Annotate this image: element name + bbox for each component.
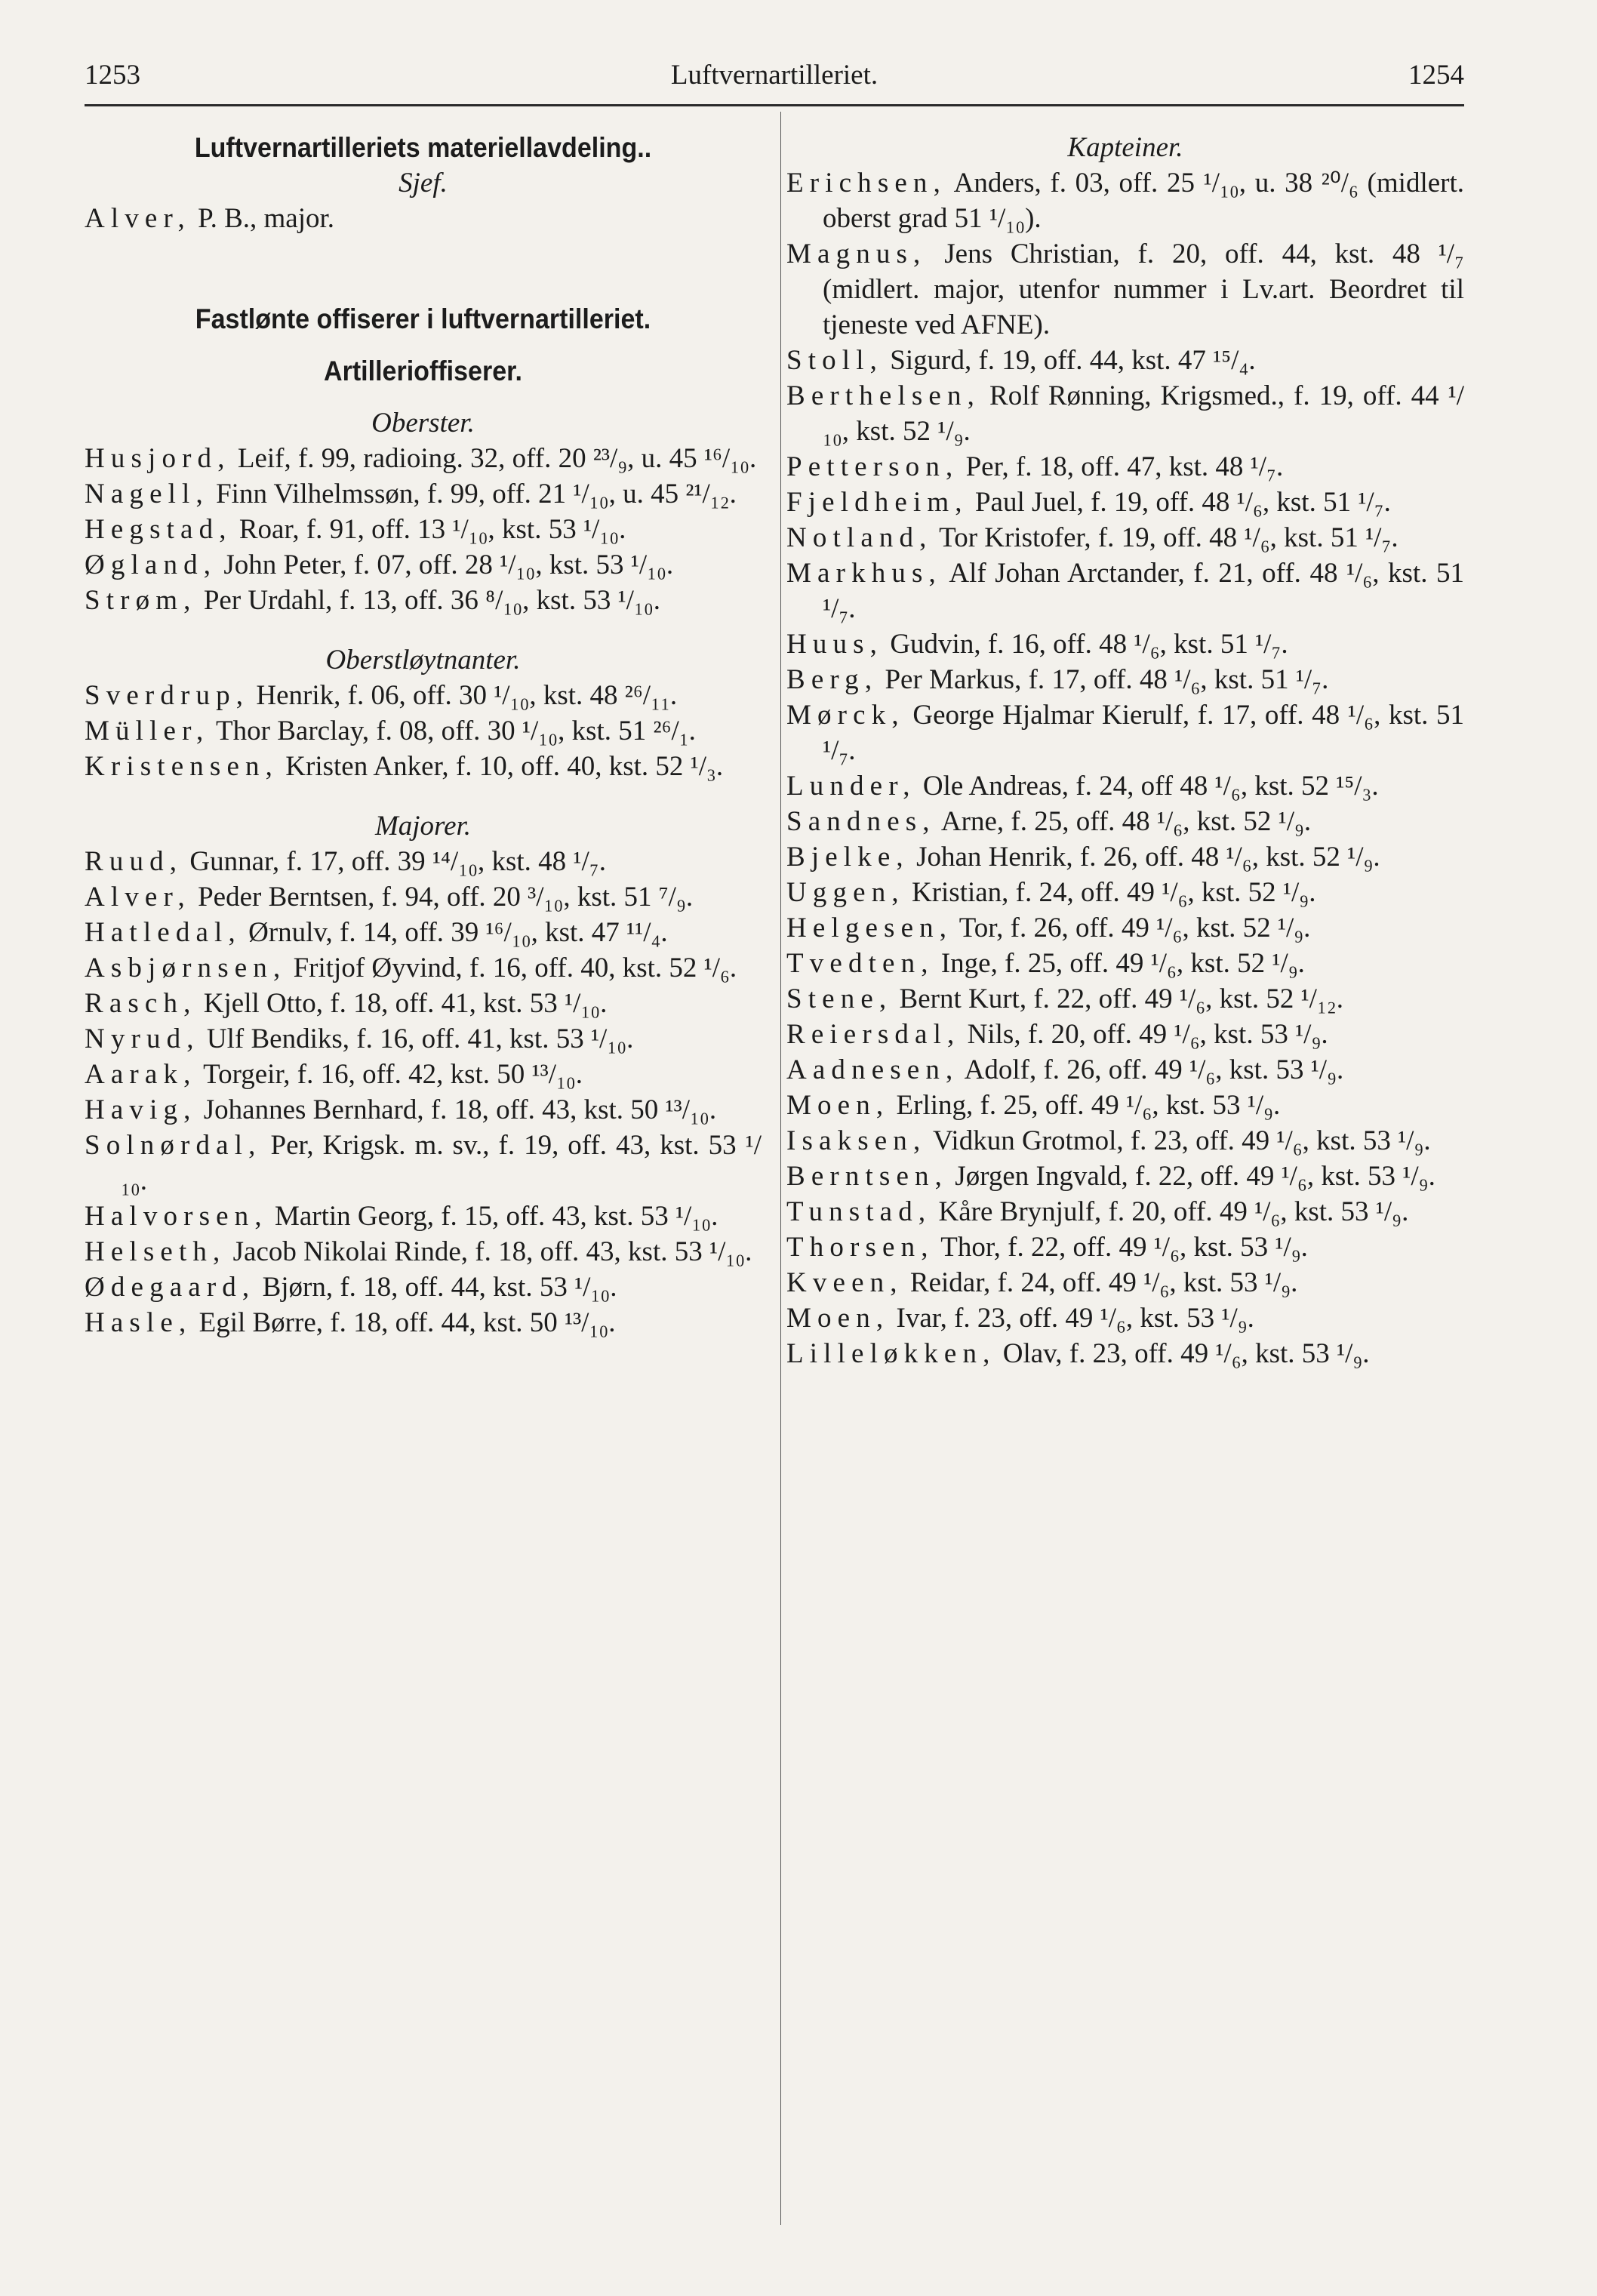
entry-details: Thor Barclay, f. 08, off. 30 ¹/₁₀, kst. 51 ²⁶/₁. xyxy=(216,716,696,746)
list-item xyxy=(786,520,1464,556)
entry-surname: Husjord, xyxy=(85,443,231,474)
entry-surname: Alver, xyxy=(85,203,191,234)
entry-surname: Stene, xyxy=(786,983,893,1014)
entry-surname: Bjelke, xyxy=(786,842,909,873)
entry-details: Leif, f. 99, radioing. 32, off. 20 ²³/₉, u. 45 ¹⁶/₁₀. xyxy=(237,443,757,474)
entry-surname: Aadnesen, xyxy=(786,1054,959,1085)
list-item xyxy=(786,1336,1464,1371)
list-item xyxy=(786,485,1464,520)
list-item xyxy=(786,662,1464,697)
entry-surname: Nagell, xyxy=(85,479,209,509)
entry-details: Kristen Anker, f. 10, off. 40, kst. 52 ¹/₃. xyxy=(285,751,724,782)
running-title: Luftvernartilleriet. xyxy=(670,60,879,91)
entry-surname: Hasle, xyxy=(85,1307,192,1338)
entry-details: Gunnar, f. 17, off. 39 ¹⁴/₁₀, kst. 48 ¹/₇. xyxy=(189,846,606,877)
entry-surname: Sverdrup, xyxy=(85,680,250,711)
list-item xyxy=(786,1300,1464,1336)
entry-details: Alf Johan Arctander, f. 21, off. 48 ¹/₆, kst. 51 ¹/₇. xyxy=(823,558,1464,624)
list-item xyxy=(786,1123,1464,1159)
list-item xyxy=(85,1128,762,1199)
left-column xyxy=(85,130,762,1340)
list-item xyxy=(85,476,762,512)
rank-label-ltcols: Oberstløytnanter. xyxy=(325,645,521,676)
entry-details: Gudvin, f. 16, off. 48 ¹/₆, kst. 51 ¹/₇. xyxy=(890,629,1288,660)
entry-details: Kåre Brynjulf, f. 20, off. 49 ¹/₆, kst. 53 ¹/₉. xyxy=(938,1196,1409,1227)
entry-details: Egil Børre, f. 18, off. 44, kst. 50 ¹³/₁₀. xyxy=(198,1307,616,1338)
list-item xyxy=(85,749,762,784)
entry-surname: Hegstad, xyxy=(85,514,232,545)
list-item xyxy=(786,1194,1464,1230)
entry-details: Thor, f. 22, off. 49 ¹/₆, kst. 53 ¹/₉. xyxy=(940,1232,1308,1263)
entry-details: Jens Christian, f. 20, off. 44, kst. 48 ¹/₇ (midlert. major, utenfor nummer i Lv.art. Beordret til tjeneste ved AFNE). xyxy=(823,239,1464,340)
section-title-materiel: Luftvernartilleriets materiellavdeling.. xyxy=(194,132,652,163)
entry-surname: Berg, xyxy=(786,664,879,695)
entry-surname: Markhus, xyxy=(786,558,942,589)
entry-surname: Lilleløkken, xyxy=(786,1338,996,1369)
entry-details: Rolf Rønning, Krigsmed., f. 19, off. 44 ¹/₁₀, kst. 52 ¹/₉. xyxy=(823,380,1464,447)
header-rule xyxy=(85,104,1464,106)
list-item xyxy=(786,1265,1464,1300)
list-item xyxy=(786,839,1464,875)
entry-surname: Havig, xyxy=(85,1094,197,1125)
entry-details: Jørgen Ingvald, f. 22, off. 49 ¹/₆, kst. 53 ¹/₉. xyxy=(955,1161,1435,1192)
entry-surname: Kristensen, xyxy=(85,751,279,782)
entry-surname: Tunstad, xyxy=(786,1196,932,1227)
entry-details: Paul Juel, f. 19, off. 48 ¹/₆, kst. 51 ¹/₇. xyxy=(974,487,1391,518)
list-item xyxy=(786,1017,1464,1052)
entry-details: Olav, f. 23, off. 49 ¹/₆, kst. 53 ¹/₉. xyxy=(1002,1338,1370,1369)
entry-surname: Helseth, xyxy=(85,1236,226,1267)
list-item xyxy=(85,1199,762,1234)
list-item xyxy=(85,1270,762,1305)
list-item xyxy=(85,1021,762,1057)
list-item xyxy=(786,556,1464,626)
list-item xyxy=(786,981,1464,1017)
page-number-right: 1254 xyxy=(1408,60,1464,91)
entry-details: Erling, f. 25, off. 49 ¹/₆, kst. 53 ¹/₉. xyxy=(896,1090,1281,1121)
entry-details: Bjørn, f. 18, off. 44, kst. 53 ¹/₁₀. xyxy=(262,1272,617,1303)
section-title-fixed-officers: Fastlønte offiserer i luftvernartilleriet. xyxy=(195,303,651,334)
entry-surname: Isaksen, xyxy=(786,1125,927,1156)
entry-surname: Berthelsen, xyxy=(786,380,981,411)
list-item xyxy=(85,512,762,547)
entry-details: Ulf Bendiks, f. 16, off. 41, kst. 53 ¹/₁₀. xyxy=(206,1023,634,1054)
entry-details: Kjell Otto, f. 18, off. 41, kst. 53 ¹/₁₀. xyxy=(203,988,608,1019)
entry-surname: Helgesen, xyxy=(786,913,953,943)
entry-surname: Reiersdal, xyxy=(786,1019,961,1050)
list-item xyxy=(786,378,1464,449)
list-item xyxy=(85,1092,762,1128)
list-item xyxy=(786,1159,1464,1194)
column-divider xyxy=(780,112,781,2225)
list-item xyxy=(85,1305,762,1340)
entry-details: Tor Kristofer, f. 19, off. 48 ¹/₆, kst. 51 ¹/₇. xyxy=(939,522,1399,553)
page-header xyxy=(85,59,1464,104)
list-item xyxy=(786,343,1464,378)
entry-surname: Moen, xyxy=(786,1303,890,1334)
entry-details: Torgeir, f. 16, off. 42, kst. 50 ¹³/₁₀. xyxy=(203,1059,583,1090)
list-item xyxy=(786,875,1464,910)
entry-surname: Ruud, xyxy=(85,846,183,877)
entry-surname: Aarak, xyxy=(85,1059,197,1090)
list-item xyxy=(786,946,1464,981)
ltcols-list xyxy=(85,678,762,784)
list-item xyxy=(85,986,762,1021)
entry-details: Jacob Nikolai Rinde, f. 18, off. 43, kst. 53 ¹/₁₀. xyxy=(232,1236,752,1267)
captains-list xyxy=(786,165,1464,1371)
entry-surname: Strøm, xyxy=(85,585,197,616)
list-item xyxy=(786,1230,1464,1265)
list-item xyxy=(85,547,762,583)
entry-details: Bernt Kurt, f. 22, off. 49 ¹/₆, kst. 52 ¹/₁₂. xyxy=(899,983,1343,1014)
entry-details: Nils, f. 20, off. 49 ¹/₆, kst. 53 ¹/₉. xyxy=(967,1019,1328,1050)
entry-details: Fritjof Øyvind, f. 16, off. 40, kst. 52 ¹/₆. xyxy=(293,953,737,983)
entry-surname: Müller, xyxy=(85,716,210,746)
entry-details: Henrik, f. 06, off. 30 ¹/₁₀, kst. 48 ²⁶/₁₁. xyxy=(256,680,678,711)
entry-details: Ole Andreas, f. 24, off 48 ¹/₆, kst. 52 ¹⁵/₃. xyxy=(922,771,1379,802)
entry-surname: Uggen, xyxy=(786,877,905,908)
rank-label-majors: Majorer. xyxy=(374,811,472,842)
entry-surname: Halvorsen, xyxy=(85,1201,268,1232)
list-item xyxy=(85,441,762,476)
entry-details: Sigurd, f. 19, off. 44, kst. 47 ¹⁵/₄. xyxy=(890,345,1256,376)
entry-details: John Peter, f. 07, off. 28 ¹/₁₀, kst. 53 ¹/₁₀. xyxy=(223,549,674,580)
entry-details: Johan Henrik, f. 26, off. 48 ¹/₆, kst. 52 ¹/₉. xyxy=(916,842,1380,873)
entry-surname: Rasch, xyxy=(85,988,197,1019)
page-number-left: 1253 xyxy=(85,60,140,91)
list-item xyxy=(85,844,762,879)
entry-surname: Hatledal, xyxy=(85,917,242,948)
entry-surname: Erichsen, xyxy=(786,168,946,199)
entry-details: Per Markus, f. 17, off. 48 ¹/₆, kst. 51 ¹/₇. xyxy=(885,664,1329,695)
list-item xyxy=(786,910,1464,946)
obersts-list xyxy=(85,441,762,618)
entry-details: George Hjalmar Kierulf, f. 17, off. 48 ¹/₆, kst. 51 ¹/₇. xyxy=(823,700,1464,766)
list-item xyxy=(786,804,1464,839)
entry-surname: Notland, xyxy=(786,522,933,553)
right-column xyxy=(786,130,1464,1371)
entry-surname: Mørck, xyxy=(786,700,905,731)
list-item xyxy=(786,626,1464,662)
entry-details: Inge, f. 25, off. 49 ¹/₆, kst. 52 ¹/₉. xyxy=(940,948,1305,979)
entry-details: Kristian, f. 24, off. 49 ¹/₆, kst. 52 ¹/₉. xyxy=(911,877,1316,908)
entry-details: Anders, f. 03, off. 25 ¹/₁₀, u. 38 ²⁰/₆ (midlert. oberst grad 51 ¹/₁₀). xyxy=(823,168,1464,234)
chief-label: Sjef. xyxy=(398,168,448,199)
entry-surname: Petterson, xyxy=(786,451,959,482)
entry-details: Per Urdahl, f. 13, off. 36 ⁸/₁₀, kst. 53 ¹/₁₀. xyxy=(203,585,661,616)
list-item xyxy=(85,713,762,749)
list-item xyxy=(85,1234,762,1270)
section-title-artillery-officers: Artillerioffiserer. xyxy=(324,355,522,386)
entry-details: Adolf, f. 26, off. 49 ¹/₆, kst. 53 ¹/₉. xyxy=(964,1054,1344,1085)
rank-label-obersts: Oberster. xyxy=(371,408,475,439)
list-item xyxy=(786,165,1464,236)
entry-surname: Kveen, xyxy=(786,1267,903,1298)
list-item xyxy=(85,915,762,950)
entry-details: Tor, f. 26, off. 49 ¹/₆, kst. 52 ¹/₉. xyxy=(959,913,1311,943)
list-item xyxy=(85,1057,762,1092)
entry-surname: Lunder, xyxy=(786,771,916,802)
entry-details: Per, Krigsk. m. sv., f. 19, off. 43, kst. 53 ¹/₁₀. xyxy=(121,1130,762,1196)
entry-surname: Stoll, xyxy=(786,345,884,376)
entry-surname: Magnus, xyxy=(786,239,927,269)
entry-surname: Asbjørnsen, xyxy=(85,953,287,983)
entry-surname: Ødegaard, xyxy=(85,1272,256,1303)
chief-entry xyxy=(85,201,762,236)
list-item xyxy=(85,950,762,986)
entry-details: P. B., major. xyxy=(198,203,335,234)
list-item xyxy=(786,768,1464,804)
entry-surname: Thorsen, xyxy=(786,1232,934,1263)
entry-details: Martin Georg, f. 15, off. 43, kst. 53 ¹/₁₀. xyxy=(274,1201,718,1232)
list-item xyxy=(786,1052,1464,1088)
entry-details: Vidkun Grotmol, f. 23, off. 49 ¹/₆, kst. 53 ¹/₉. xyxy=(932,1125,1431,1156)
entry-surname: Solnørdal, xyxy=(85,1130,262,1161)
entry-details: Per, f. 18, off. 47, kst. 48 ¹/₇. xyxy=(965,451,1284,482)
list-item xyxy=(85,678,762,713)
entry-details: Ivar, f. 23, off. 49 ¹/₆, kst. 53 ¹/₉. xyxy=(896,1303,1254,1334)
entry-surname: Tvedten, xyxy=(786,948,934,979)
list-item xyxy=(786,449,1464,485)
entry-details: Roar, f. 91, off. 13 ¹/₁₀, kst. 53 ¹/₁₀. xyxy=(238,514,626,545)
entry-details: Finn Vilhelmssøn, f. 99, off. 21 ¹/₁₀, u. 45 ²¹/₁₂. xyxy=(216,479,737,509)
entry-details: Arne, f. 25, off. 48 ¹/₆, kst. 52 ¹/₉. xyxy=(940,806,1312,837)
entry-surname: Øgland, xyxy=(85,549,217,580)
entry-surname: Sandnes, xyxy=(786,806,936,837)
entry-surname: Huus, xyxy=(786,629,884,660)
entry-details: Johannes Bernhard, f. 18, off. 43, kst. 50 ¹³/₁₀. xyxy=(203,1094,717,1125)
entry-surname: Nyrud, xyxy=(85,1023,200,1054)
rank-label-captains: Kapteiner. xyxy=(1067,132,1183,163)
entry-details: Ørnulv, f. 14, off. 39 ¹⁶/₁₀, kst. 47 ¹¹/₄. xyxy=(248,917,668,948)
list-item xyxy=(786,236,1464,343)
majors-list xyxy=(85,844,762,1340)
entry-details: Reidar, f. 24, off. 49 ¹/₆, kst. 53 ¹/₉. xyxy=(909,1267,1298,1298)
entry-details: Peder Berntsen, f. 94, off. 20 ³/₁₀, kst. 51 ⁷/₉. xyxy=(198,882,694,913)
entry-surname: Fjeldheim, xyxy=(786,487,968,518)
list-item xyxy=(786,1088,1464,1123)
entry-surname: Moen, xyxy=(786,1090,890,1121)
list-item xyxy=(786,697,1464,768)
list-item xyxy=(85,879,762,915)
entry-surname: Berntsen, xyxy=(786,1161,949,1192)
entry-surname: Alver, xyxy=(85,882,191,913)
list-item xyxy=(85,583,762,618)
